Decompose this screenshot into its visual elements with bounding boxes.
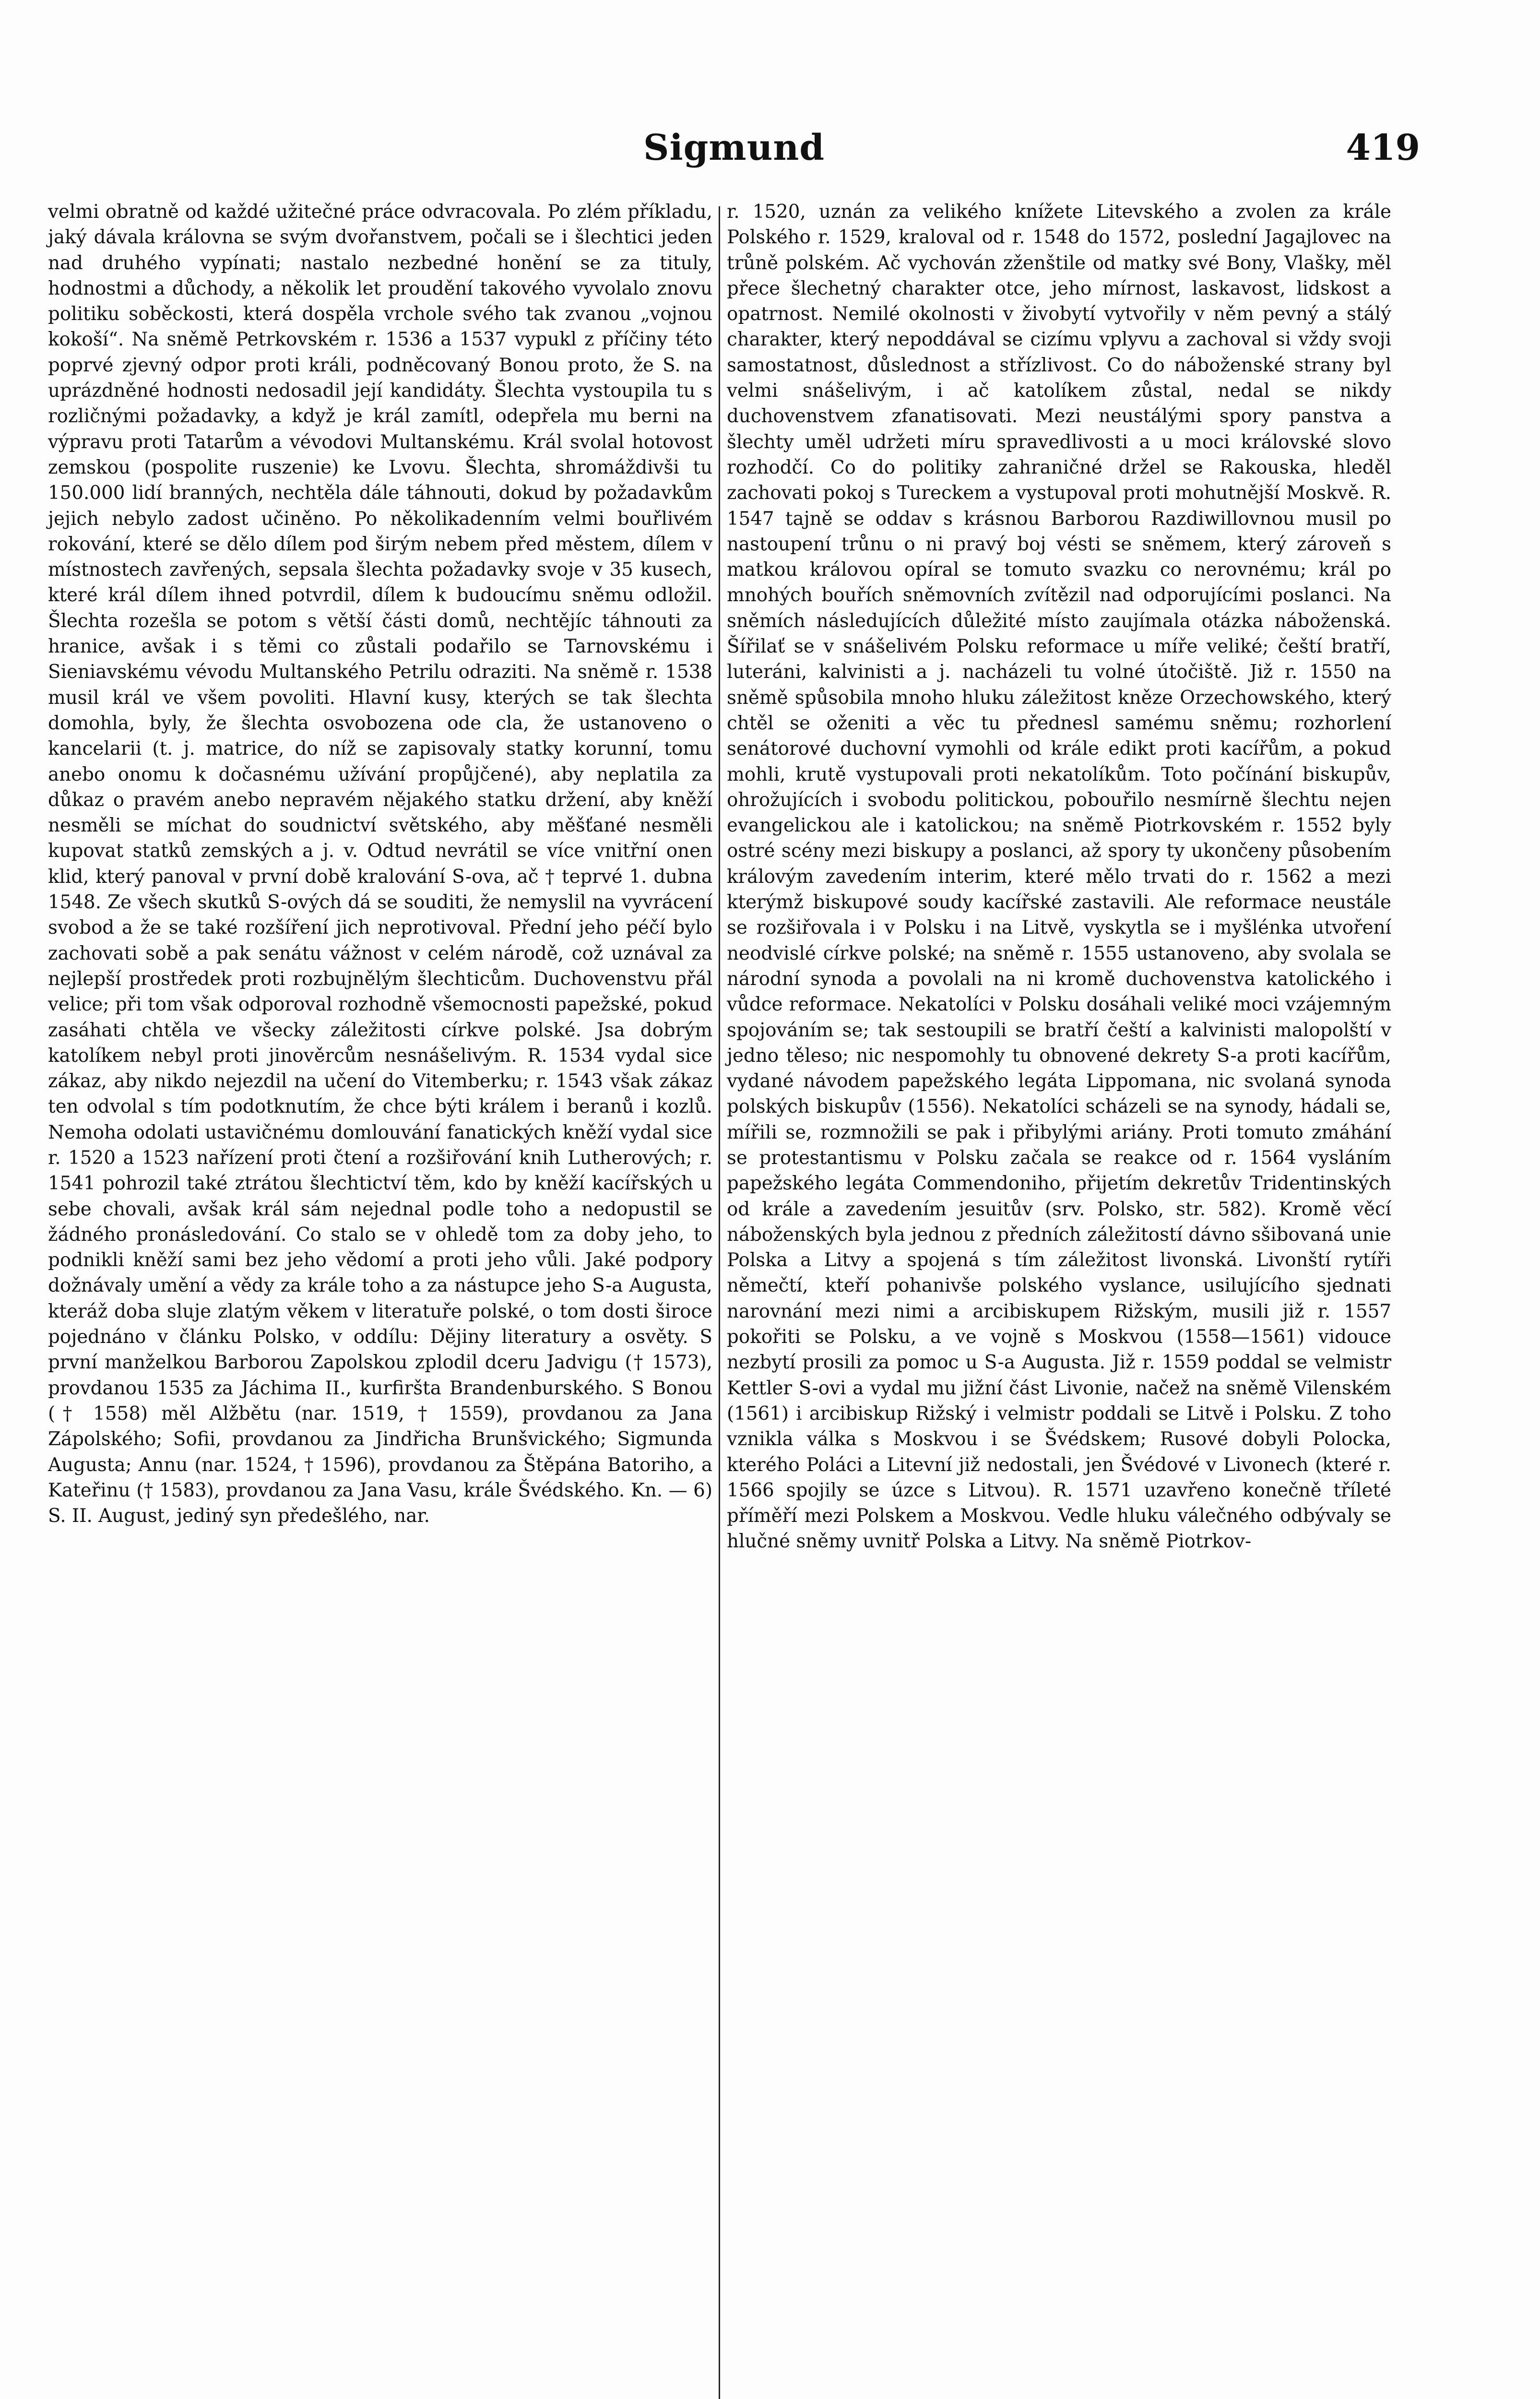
left-column xyxy=(48,199,712,1529)
page-number: 419 xyxy=(1346,127,1420,168)
running-head: Sigmund xyxy=(643,127,825,168)
page-header xyxy=(48,127,1420,180)
right-column xyxy=(727,199,1391,1555)
right-column-text: r. 1520, uznán za velikého knížete Litevského a zvolen za krále Polského r. 1529, kraloval od r. 1548 do 1572, poslední Jagajlovec na trůně polském. Ač vychován zženštile od matky své Bony, Vlašky, měl přece šlechetný charakter otce, jeho mírnost, laskavost, lidskost a opatrnost. Nemilé okolnosti v živobytí vytvořily v něm pevný a stálý charakter, který nepoddával se cizímu vplyvu a zachoval si vždy svoji samostatnost, důslednost a střízlivost. Co do náboženské strany byl velmi snášelivým, i ač katolíkem zůstal, nedal se nikdy duchovenstvem zfanatisovati. Mezi neustálými spory panstva a šlechty uměl udržeti míru spravedlivosti a u moci královské slovo rozhodčí. Co do politiky zahraničné držel se Rakouska, hleděl zachovati pokoj s Tureckem a vystupoval proti mohutnější Moskvě. R. 1547 tajně se oddav s krásnou Barborou Razdiwillovnou musil po nastoupení trůnu o ni pravý boj vésti se sněmem, který zároveň s matkou královou opíral se tomuto svazku co nerovnému; král po mnohých bouřích sněmovních zvítězil nad odporujícími poslanci. Na sněmích následujících důležité místo zaujímala otázka náboženská. Šířilať se v snášelivém Polsku reformace u míře veliké; čeští bratří, luteráni, kalvinisti a j. nacházeli tu volné útočiště. Již r. 1550 na sněmě spůsobila mnoho hluku záležitost kněze Orzechowského, který chtěl se oženiti a věc tu přednesl samému sněmu; rozhorlení senátorové duchovní vymohli od krále edikt proti kacířům, a pokud mohli, krutě vystupovali proti nekatolíkům. Toto počínání biskupův, ohrožujících i svobodu politickou, pobouřilo nesmírně šlechtu nejen evangelickou ale i katolickou; na sněmě Piotrkovském r. 1552 byly ostré scény mezi biskupy a poslanci, až spory ty ukončeny působením královým zavedením interim, které mělo trvati do r. 1562 a mezi kterýmž biskupové soudy kacířské zastavili. Ale reformace neustále se rozšiřovala i v Polsku i na Litvě, vyskytla se i myšlénka utvoření neodvislé církve polské; na sněmě r. 1555 ustanoveno, aby svolala se národní synoda a povolali na ni kromě duchovenstva katolického i vůdce reformace. Nekatolíci v Polsku dosáhali veliké moci vzájemným spojováním se; tak sestoupili se bratří čeští a kalvinisti malopolští v jedno těleso; nic nespomohly tu obnovené dekrety S-a proti kacířům, vydané návodem papežského legáta Lippomana, nic svolaná synoda polských biskupův (1556). Nekatolíci scházeli se na synody, hádali se, mířili se, rozmnožili se pak i přibylými ariány. Proti tomuto zmáhání se protestantismu v Polsku začala se reakce od r. 1564 vysláním papežského legáta Commendoniho, přijetím dekretův Tridentinských od krále a zavedením jesuitův (srv. Polsko, str. 582). Kromě věcí náboženských byla jednou z předních záležitostí dávno sšibovaná unie Polska a Litvy a spojená s tím záležitost livonská. Livonští rytíři němečtí, kteří pohanivše polského vyslance, usilujícího sjednati narovnání mezi nimi a arcibiskupem Rižským, musili již r. 1557 pokořiti se Polsku, a ve vojně s Moskvou (1558—1561) vidouce nezbytí prosili za pomoc u S-a Augusta. Již r. 1559 poddal se velmistr Kettler S-ovi a vydal mu jižní část Livonie, načež na sněmě Vilenském (1561) i arcibiskup Rižský i velmistr poddali se Litvě i Polsku. Z toho vznikla válka s Moskvou i se Švédskem; Rusové dobyli Polocka, kterého Poláci a Litevní již nedostali, jen Švédové v Livonech (které r. 1566 spojily se úzce s Litvou). R. 1571 uzavřeno konečně tříleté příměří mezi Polskem a Moskvou. Vedle hluku válečného odbývaly se hlučné sněmy uvnitř Polska a Litvy. Na sněmě Piotrkov- xyxy=(727,201,1391,1553)
left-column-text: velmi obratně od každé užitečné práce odvracovala. Po zlém příkladu, jaký dávala královna se svým dvořanstvem, počali se i šlechtici jeden nad druhého vypínati; nastalo nezbedné honění se za tituly, hodnostmi a důchody, a několik let proudění takového vyvolalo znovu politiku soběckosti, která dospěla vrchole svého tak zvanou „vojnou kokoší“. Na sněmě Petrkovském r. 1536 a 1537 vypukl z příčiny této poprvé zjevný odpor proti králi, podněcovaný Bonou proto, že S. na uprázdněné hodnosti nedosadil její kandidáty. Šlechta vystoupila tu s rozličnými požadavky, a když je král zamítl, odepřela mu berni na výpravu proti Tatarům a vévodovi Multanskému. Král svolal hotovost zemskou (pospolite ruszenie) ke Lvovu. Šlechta, shromáždivši tu 150.000 lidí branných, nechtěla dále táhnouti, dokud by požadavkům jejich nebylo zadost učiněno. Po několikadenním velmi bouřlivém rokování, které se dělo dílem pod širým nebem před městem, dílem v místnostech zavřených, sepsala šlechta požadavky svoje v 35 kusech, které král dílem ihned potvrdil, dílem k budoucímu sněmu odložil. Šlechta rozešla se potom s větší části domů, nechtějíc táhnouti za hranice, avšak i s těmi co zůstali podařilo se Tarnovskému i Sieniavskému vévodu Multanského Petrilu odraziti. Na sněmě r. 1538 musil král ve všem povoliti. Hlavní kusy, kterých se tak šlechta domohla, byly, že šlechta osvobozena ode cla, že ustanoveno o kancelarii (t. j. matrice, do níž se zapisovaly statky korunní, tomu anebo onomu k dočasnému užívání propůjčené), aby neplatila za důkaz o pravém anebo nepravém nějakého statku držení, aby kněží nesměli se míchat do soudnictví světského, aby měšťané nesměli kupovat statků zemských a j. v. Odtud nevrátil se více vnitřní onen klid, který panoval v první době kralování S-ova, ač † teprvé 1. dubna 1548. Ze všech skutků S-ových dá se souditi, že nemyslil na vyvrácení svobod a že se také rozšíření jich neprotivoval. Přední jeho péčí bylo zachovati sobě a pak senátu vážnost v celém národě, což uznával za nejlepší prostředek proti rozbujnělým šlechticům. Duchovenstvu přál velice; při tom však odporoval rozhodně všemocnosti papežské, pokud zasáhati chtěla ve všecky záležitosti církve polské. Jsa dobrým katolíkem nebyl proti jinověrcům nesnášelivým. R. 1534 vydal sice zákaz, aby nikdo nejezdil na učení do Vitemberku; r. 1543 však zákaz ten odvolal s tím podotknutím, že chce býti králem i beranů i kozlů. Nemoha odolati ustavičnému domlouvání fanatických kněží vydal sice r. 1520 a 1523 nařízení proti čtení a rozšiřování knih Lutherových; r. 1541 pohrozil také ztrátou šlechtictví těm, kdo by kněží kacířských u sebe chovali, avšak král sám nejednal podle toho a nedopustil se žádného pronásledování. Co stalo se v ohledě tom za doby jeho, to podnikli kněží sami bez jeho vědomí a proti jeho vůli. Jaké podpory dožnávaly umění a vědy za krále toho a za nástupce jeho S-a Augusta, kteráž doba sluje zlatým věkem v literatuře polské, o tom dosti široce pojednáno v článku Polsko, v oddílu: Dějiny literatury a osvěty. S první manželkou Barborou Zapolskou zplodil dceru Jadvigu († 1573), provdanou 1535 za Jáchima II., kurfiršta Brandenburského. S Bonou († 1558) měl Alžbětu (nar. 1519, † 1559), provdanou za Jana Zápolského; Sofii, provdanou za Jindřicha Brunšvického; Sigmunda Augusta; Annu (nar. 1524, † 1596), provdanou za Štěpána Batoriho, a Kateřinu († 1583), provdanou za Jana Vasu, krále Švédského. Kn. — 6) S. II. August, jediný syn předešlého, nar. xyxy=(48,201,712,1527)
column-divider xyxy=(719,206,720,2399)
